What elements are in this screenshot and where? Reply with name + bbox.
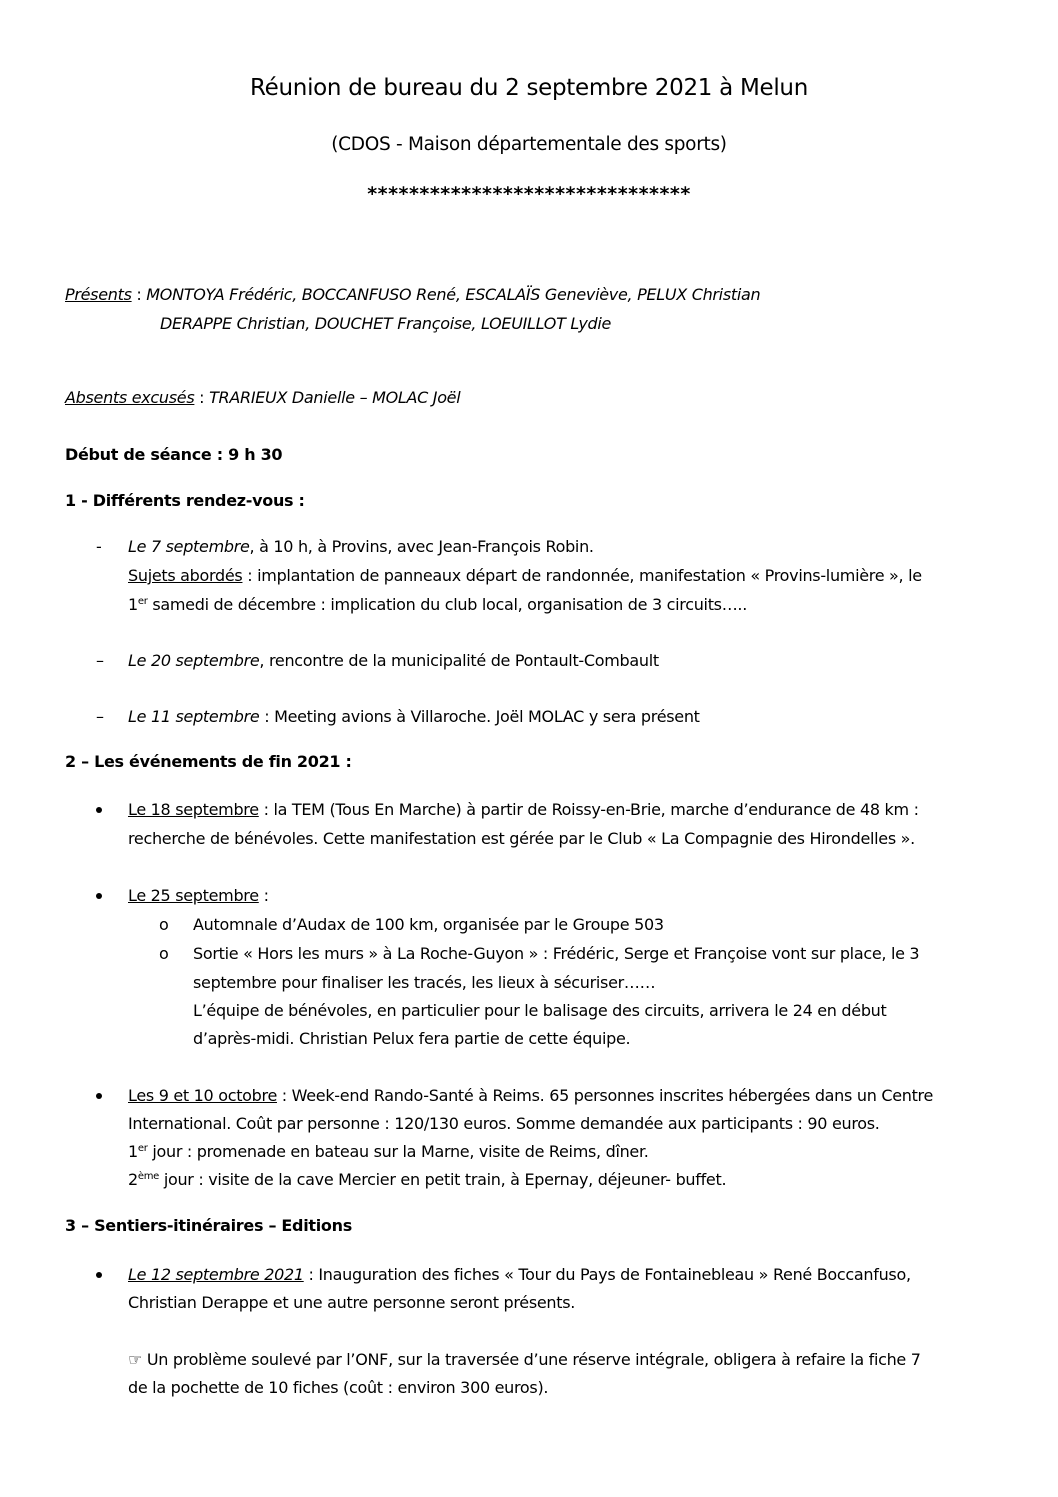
round-bullet: [96, 807, 102, 813]
meeting-date: Le 11 septembre: [128, 707, 260, 726]
event-date: Le 25 septembre: [128, 886, 259, 905]
event-roche-guyon-4: d’après-midi. Christian Pelux fera partie de cette équipe.: [193, 1029, 631, 1048]
event-tem-line-2: recherche de bénévoles. Cette manifestation est gérée par le Club « La Compagnie des Hirondelles ».: [128, 829, 915, 848]
event-roche-guyon-1: Sortie « Hors les murs » à La Roche-Guyon » : Frédéric, Serge et Françoise vont sur place, le 3: [193, 944, 920, 963]
circle-bullet: o: [159, 944, 169, 963]
dash-bullet: –: [96, 707, 104, 726]
topics-label: Sujets abordés: [128, 566, 243, 585]
event-reims-line-2: International. Coût par personne : 120/130 euros. Somme demandée aux participants : 90 euros.: [128, 1114, 880, 1133]
meeting-date: Le 20 septembre: [128, 651, 260, 670]
meeting-provins-topics: Sujets abordés : implantation de panneaux départ de randonnée, manifestation « Provins-lumière », le: [128, 566, 922, 585]
section-3-heading: 3 – Sentiers-itinéraires – Editions: [65, 1216, 352, 1235]
meeting-pontault: Le 20 septembre, rencontre de la municipalité de Pontault-Combault: [128, 651, 659, 670]
page-title: Réunion de bureau du 2 septembre 2021 à Melun: [250, 75, 808, 101]
absents-label: Absents excusés: [65, 388, 195, 407]
round-bullet: [96, 1272, 102, 1278]
fontainebleau-line-2: Christian Derappe et une autre personne seront présents.: [128, 1293, 576, 1312]
event-audax: Automnale d’Audax de 100 km, organisée par le Groupe 503: [193, 915, 664, 934]
event-date: Le 18 septembre: [128, 800, 259, 819]
meeting-villaroche: Le 11 septembre : Meeting avions à Villaroche. Joël MOLAC y sera présent: [128, 707, 700, 726]
event-roche-guyon-2: septembre pour finaliser les tracés, les lieux à sécuriser……: [193, 973, 656, 992]
onf-note-line-2: de la pochette de 10 fiches (coût : environ 300 euros).: [128, 1378, 549, 1397]
dash-bullet: –: [96, 651, 104, 670]
dash-bullet: -: [96, 537, 102, 556]
meeting-provins-topics-cont: 1er samedi de décembre : implication du club local, organisation de 3 circuits…..: [128, 595, 747, 614]
section-2-heading: 2 – Les événements de fin 2021 :: [65, 752, 352, 771]
session-start: Début de séance : 9 h 30: [65, 445, 283, 464]
pointing-hand-icon: ☞: [128, 1350, 143, 1369]
onf-note-line-1: ☞ Un problème soulevé par l’ONF, sur la traversée d’une réserve intégrale, obligera à refaire la fiche 7: [128, 1350, 921, 1369]
section-1-heading: 1 - Différents rendez-vous :: [65, 491, 305, 510]
presents-label: Présents: [65, 285, 132, 304]
page-subtitle: (CDOS - Maison départementale des sports): [331, 134, 727, 155]
stars-separator: *******************************: [367, 183, 691, 205]
round-bullet: [96, 893, 102, 899]
event-reims-day-2: 2ème jour : visite de la cave Mercier en petit train, à Epernay, déjeuner- buffet.: [128, 1170, 727, 1189]
absents-line: Absents excusés : TRARIEUX Danielle – MOLAC Joël: [65, 388, 461, 407]
fontainebleau-line-1: Le 12 septembre 2021 : Inauguration des fiches « Tour du Pays de Fontainebleau » René Boccanfuso,: [128, 1265, 911, 1284]
event-date: Le 12 septembre 2021: [128, 1265, 304, 1284]
round-bullet: [96, 1093, 102, 1099]
presents-names-1: MONTOYA Frédéric, BOCCANFUSO René, ESCALAÏS Geneviève, PELUX Christian: [146, 285, 761, 304]
meeting-date: Le 7 septembre: [128, 537, 250, 556]
event-roche-guyon-3: L’équipe de bénévoles, en particulier pour le balisage des circuits, arrivera le 24 en début: [193, 1001, 887, 1020]
event-reims-line-1: Les 9 et 10 octobre : Week-end Rando-Santé à Reims. 65 personnes inscrites hébergées dans un Centre: [128, 1086, 934, 1105]
absents-names: TRARIEUX Danielle – MOLAC Joël: [209, 388, 461, 407]
meeting-provins: Le 7 septembre, à 10 h, à Provins, avec Jean-François Robin.: [128, 537, 594, 556]
event-tem-line-1: Le 18 septembre : la TEM (Tous En Marche) à partir de Roissy-en-Brie, marche d’endurance de 48 km :: [128, 800, 919, 819]
presents-names-2: DERAPPE Christian, DOUCHET Françoise, LOEUILLOT Lydie: [160, 314, 612, 333]
circle-bullet: o: [159, 915, 169, 934]
event-reims-day-1: 1er jour : promenade en bateau sur la Marne, visite de Reims, dîner.: [128, 1142, 649, 1161]
event-date: Les 9 et 10 octobre: [128, 1086, 277, 1105]
presents-line-1: Présents : MONTOYA Frédéric, BOCCANFUSO René, ESCALAÏS Geneviève, PELUX Christian: [65, 285, 761, 304]
event-25-sept: Le 25 septembre :: [128, 886, 269, 905]
